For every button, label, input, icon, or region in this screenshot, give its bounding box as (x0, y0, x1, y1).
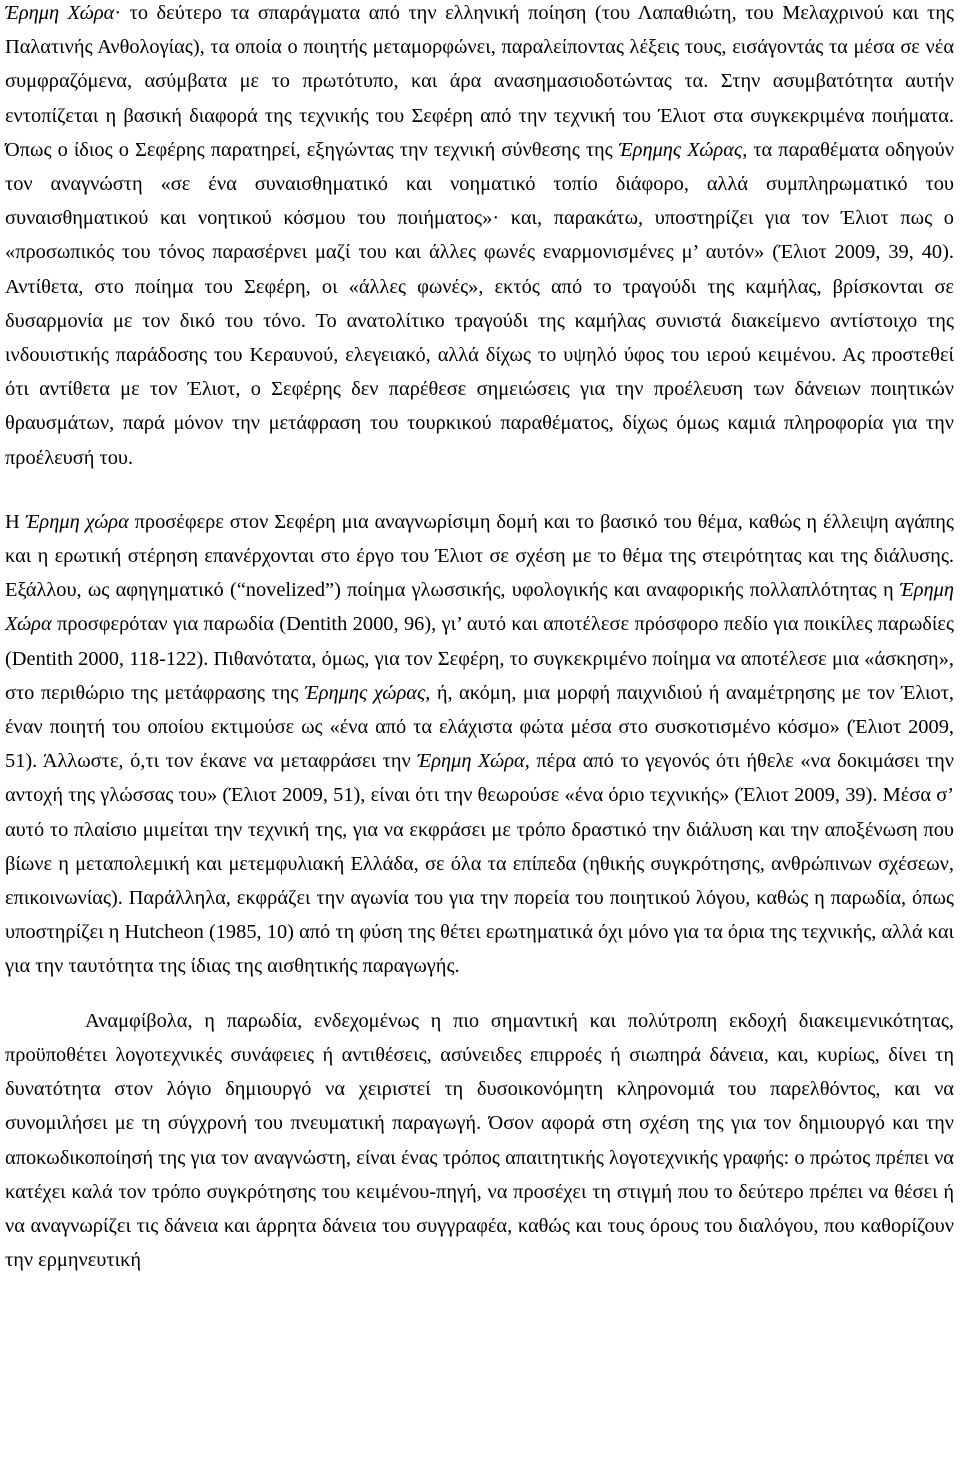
body-text: , ή, ακόμη, μια μορφή παιχνιδιού ή αναμέτρησης με τον Έλιοτ, έναν ποιητή του οποίου εκτιμούσε ως «ένα από τα ελάχιστα φώτα μέσα στο συσκοτισμένο κόσμο» (Έλιοτ 2009, 51). Άλλωστε, ό,τι τον έκανε να μεταφράσει την (5, 681, 954, 773)
body-text: , τα παραθέματα οδηγούν τον αναγνώστη «σε ένα συναισθηματικό και νοηματικό τοπίο διάφορο, αλλά συμπληρωματικό του συναισθηματικού και νοητικού κόσμου του ποιήματος»· και, παρακάτω, υποστηρίζει για τον Έλιοτ πως ο «προσωπικός του τόνος παρασέρνει μαζί του και άλλες φωνές εναρμονισμένες μ’ αυτόν» (Έλιοτ 2009, 39, 40). Αντίθετα, στο ποίημα του Σεφέρη, οι «άλλες φωνές», εκτός από το τραγούδι της καμήλας, βρίσκονται σε δυσαρμονία με τον δικό του τόνο. Το ανατολίτικο τραγούδι της καμήλας συνιστά διακείμενο αντίστοιχο της ινδουιστικής παράδοσης του Κεραυνού, ελεγειακό, αλλά δίχως το υψηλό ύφος του ιερού κειμένου. Ας προστεθεί ότι αντίθετα με τον Έλιοτ, ο Σεφέρης δεν παρέθεσε σημειώσεις για την προέλευση των δάνειων ποιητικών θραυσμάτων, παρά μόνον την μετάφραση του τουρκικού παραθέματος, δίχως όμως καμιά πληροφορία για την προέλευσή του. (5, 138, 954, 469)
body-text: , πέρα από το γεγονός ότι ήθελε «να δοκιμάσει την αντοχή της γλώσσας του» (Έλιοτ 2009, 51), είναι ότι την θεωρούσε «ένα όριο τεχνικής» (Έλιοτ 2009, 39). Μέσα σ’ αυτό το πλαίσιο μιμείται την τεχνική της, για να εκφράσει με τρόπο δραστικό την διάλυση και την αποξένωση που βίωνε η μεταπολεμική και μετεμφυλιακή Ελλάδα, σε όλα τα επίπεδα (ηθικής συγκρότησης, ανθρώπινων σχέσεων, επικοινωνίας). Παράλληλα, εκφράζει την αγωνία του για την πορεία του ποιητικού λόγου, καθώς η παρωδία, όπως υποστηρίζει η Hutcheon (1985, 10) από τη φύση της θέτει ερωτηματικά όχι μόνο για τα όρια της τεχνικής, αλλά και για την ταυτότητα της ίδιας της αισθητικής παραγωγής. (5, 750, 954, 978)
body-text: προσφερόταν για παρωδία (Dentith 2000, 96), γι’ αυτό και αποτέλεσε πρόσφορο πεδίο για ποικίλες παρωδίες (Dentith 2000, 118-122). Πιθανότατα, όμως, για τον Σεφέρη, το συγκεκριμένο ποίημα να αποτέλεσε μια «άσκηση», στο περιθώριο της μετάφρασης της (5, 613, 954, 704)
italic-title-text: Έρημη Χώρα (417, 750, 525, 773)
italic-title-text: Έρημη Χώρα (5, 579, 954, 636)
paragraph (5, 505, 954, 984)
paragraph (5, 1004, 954, 1278)
body-text: Αναμφίβολα, η παρωδία, ενδεχομένως η πιο σημαντική και πολύτροπη εκδοχή διακειμενικότητας, προϋποθέτει λογοτεχνικές συνάφειες ή αντιθέσεις, ασύνειδες επιρροές ή σιωπηρά δάνεια, και, κυρίως, δίνει τη δυνατότητα στον λόγιο δημιουργό να χειριστεί τη δυσοικονόμητη κληρονομιά του παρελθόντος, και να συνομιλήσει με τη σύγχρονή του πνευματική παραγωγή. Όσον αφορά στη σχέση της για τον δημιουργό και την αποκωδικοποίησή της για τον αναγνώστη, είναι ένας τρόπος απαιτητικής λογοτεχνικής γραφής: ο πρώτος πρέπει να κατέχει καλά τον τρόπο συγκρότησης του κειμένου-πηγή, να προσέχει τη στιγμή που το δεύτερο πρέπει να θέσει ή να αναγνωρίζει τις δάνεια και άρρητα δάνεια του συγγραφέα, καθώς και τους όρους του διαλόγου, που καθορίζουν την ερμηνευτική (5, 1009, 954, 1272)
italic-title-text: Έρημης Χώρας (618, 138, 743, 161)
body-text: Η (5, 510, 26, 533)
italic-title-text: Έρημη χώρα (25, 510, 129, 533)
body-text: · το δεύτερο τα σπαράγματα από την ελληνική ποίηση (του Λαπαθιώτη, του Μελαχρινού και της Παλατινής Ανθολογίας), τα οποία ο ποιητής μεταμορφώνει, παραλείποντας λέξεις τους, εισάγοντάς τα μέσα σε νέα συμφραζόμενα, ασύμβατα με το πρωτότυπο, και άρα ανασημασιοδοτώντας τα. Στην ασυμβατότητα αυτήν εντοπίζεται η βασική διαφορά της τεχνικής του Σεφέρη από την τεχνική του Έλιοτ στα συγκεκριμένα ποιήματα. Όπως ο ίδιος ο Σεφέρης παρατηρεί, εξηγώντας την τεχνική σύνθεσης της (5, 2, 954, 161)
italic-title-text: Έρημης χώρας (304, 681, 426, 704)
paragraph (5, 0, 954, 475)
italic-title-text: Έρημη Χώρα (5, 2, 115, 24)
body-text: προσέφερε στον Σεφέρη μια αναγνωρίσιμη δομή και το βασικό του θέμα, καθώς η έλλειψη αγάπης και η ερωτική στέρηση επανέρχονται στο έργο του Έλιοτ σε σχέση με το θέμα της στειρότητας και της διάλυσης. Εξάλλου, ως αφηγηματικό (“novelized”) ποίημα γλωσσικής, υφολογικής και αναφορικής πολλαπλότητας η (5, 510, 954, 602)
